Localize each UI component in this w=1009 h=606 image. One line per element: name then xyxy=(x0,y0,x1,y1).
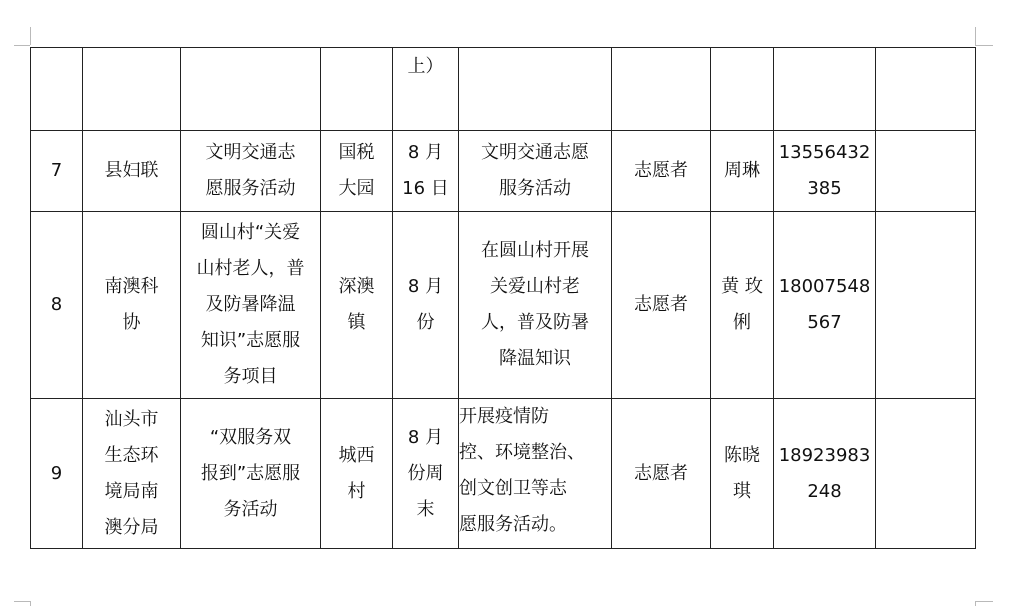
cell-no: 7 xyxy=(31,131,83,212)
corner-mark-bottom-left-h xyxy=(14,601,30,602)
cell-place: 深澳 镇 xyxy=(321,212,393,399)
table-row xyxy=(31,131,976,212)
cell-place: 国税 大园 xyxy=(321,131,393,212)
cell-place xyxy=(321,48,393,131)
corner-mark-bottom-right-h xyxy=(975,601,993,602)
cell-project xyxy=(181,48,321,131)
cell-time: 8 月 份周 末 xyxy=(393,399,459,549)
cell-target xyxy=(612,48,711,131)
cell-time: 8 月 份 xyxy=(393,212,459,399)
cell-content: 在圆山村开展 关爱山村老 人，普及防暑 降温知识 xyxy=(459,212,612,399)
corner-mark-top-left-h xyxy=(14,45,30,46)
cell-org: 南澳科 协 xyxy=(83,212,181,399)
table-row-continued xyxy=(31,48,976,131)
cell-note xyxy=(876,212,976,399)
corner-mark-top-left-v xyxy=(30,27,31,45)
cell-contact: 黄 玫 俐 xyxy=(711,212,774,399)
cell-target: 志愿者 xyxy=(612,399,711,549)
cell-project: 圆山村“关爱 山村老人，普 及防暑降温 知识”志愿服 务项目 xyxy=(181,212,321,399)
cell-target: 志愿者 xyxy=(612,131,711,212)
corner-mark-top-right-v xyxy=(975,27,976,45)
cell-contact xyxy=(711,48,774,131)
cell-no: 9 xyxy=(31,399,83,549)
cell-project: “双服务双 报到”志愿服 务活动 xyxy=(181,399,321,549)
corner-mark-bottom-right-v xyxy=(975,601,976,606)
cell-time: 8 月 16 日 xyxy=(393,131,459,212)
corner-mark-bottom-left-v xyxy=(30,601,31,606)
cell-org: 县妇联 xyxy=(83,131,181,212)
table-row xyxy=(31,212,976,399)
cell-phone xyxy=(774,48,876,131)
cell-no: 8 xyxy=(31,212,83,399)
cell-time: 上） xyxy=(393,48,459,131)
cell-place: 城西 村 xyxy=(321,399,393,549)
cell-note xyxy=(876,131,976,212)
cell-phone: 13556432 385 xyxy=(774,131,876,212)
cell-phone: 18007548 567 xyxy=(774,212,876,399)
cell-note xyxy=(876,399,976,549)
cell-project: 文明交通志 愿服务活动 xyxy=(181,131,321,212)
table-row xyxy=(31,399,976,549)
volunteer-activities-table xyxy=(30,47,976,549)
cell-org: 汕头市 生态环 境局南 澳分局 xyxy=(83,399,181,549)
cell-target: 志愿者 xyxy=(612,212,711,399)
cell-org xyxy=(83,48,181,131)
cell-phone: 18923983 248 xyxy=(774,399,876,549)
cell-contact: 陈晓 琪 xyxy=(711,399,774,549)
cell-no xyxy=(31,48,83,131)
cell-content: 开展疫情防 控、环境整治、 创文创卫等志 愿服务活动。 xyxy=(459,399,612,549)
cell-content xyxy=(459,48,612,131)
corner-mark-top-right-h xyxy=(975,45,993,46)
cell-content: 文明交通志愿 服务活动 xyxy=(459,131,612,212)
cell-contact: 周琳 xyxy=(711,131,774,212)
cell-note xyxy=(876,48,976,131)
